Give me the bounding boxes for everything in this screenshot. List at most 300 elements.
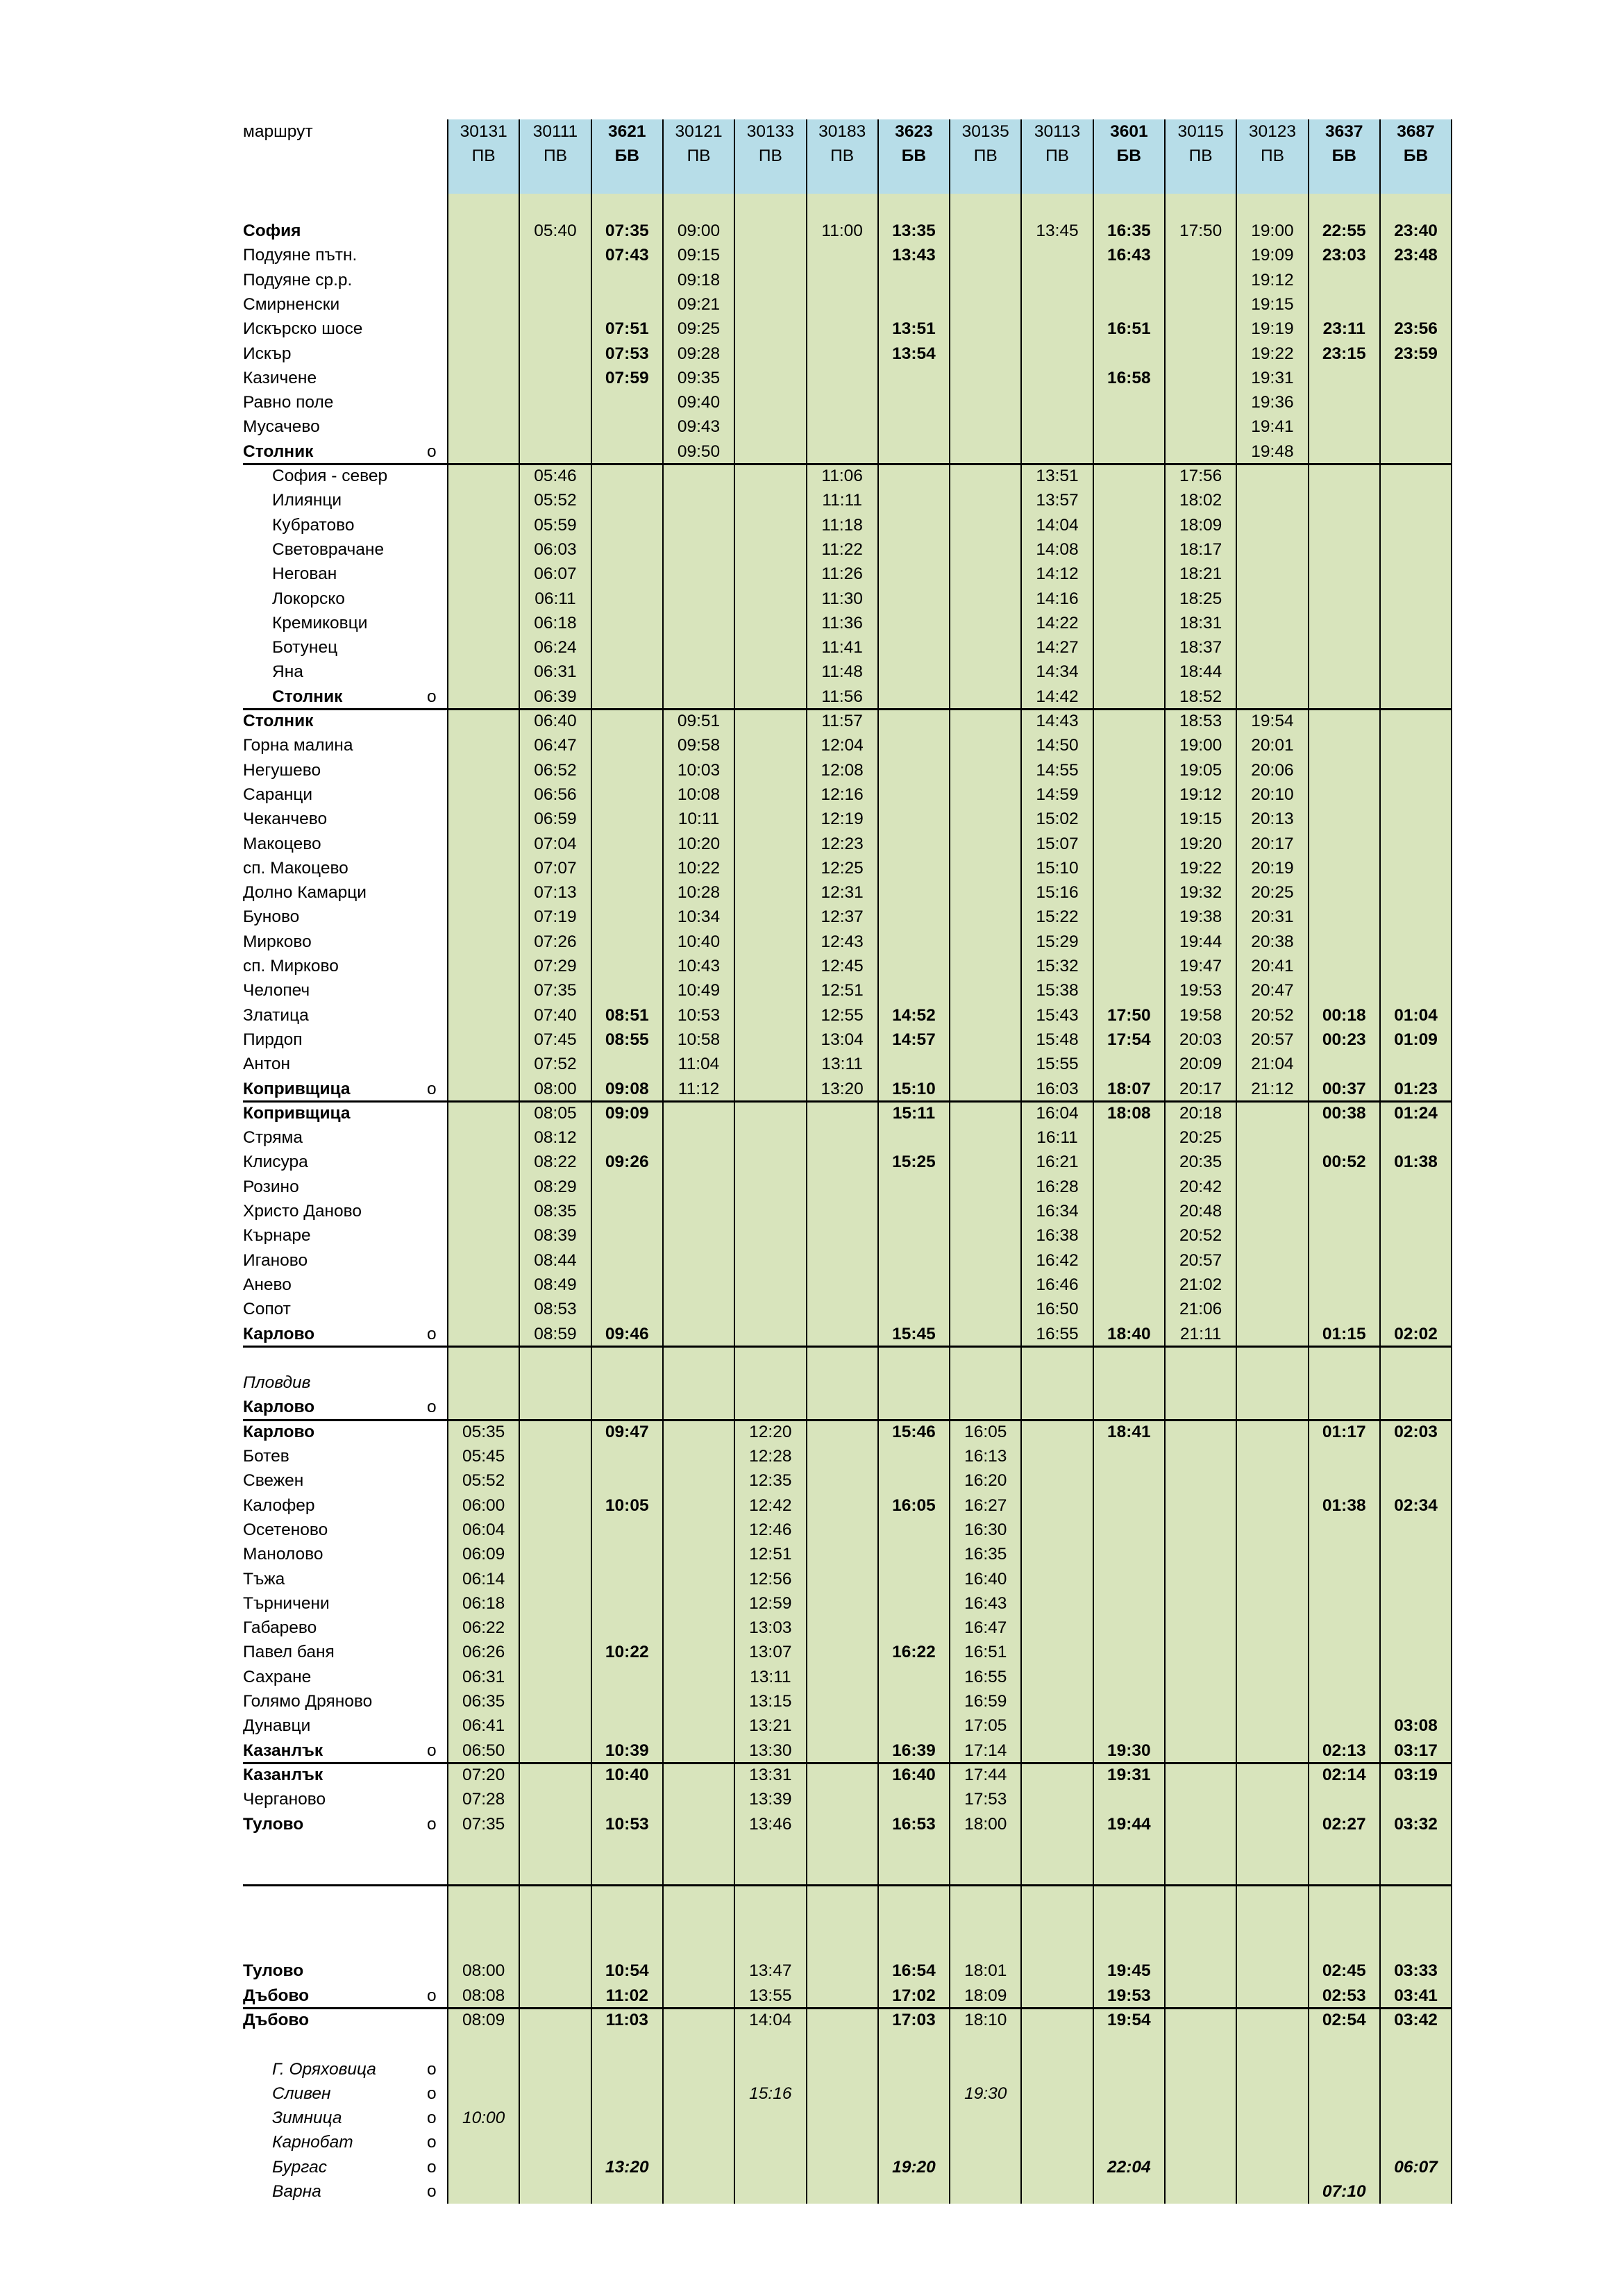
time-cell: 09:46 xyxy=(605,1324,649,1343)
time-cell: 23:56 xyxy=(1394,319,1438,339)
time-cell: 20:25 xyxy=(1179,1128,1222,1148)
time-cell: 16:27 xyxy=(964,1495,1007,1515)
train-type: ПВ xyxy=(1260,146,1284,166)
station-name: Искър xyxy=(243,344,292,363)
time-cell: 08:00 xyxy=(462,1961,505,1981)
station-name: Подуяне ср.р. xyxy=(243,270,353,290)
time-cell: 03:08 xyxy=(1394,1716,1438,1736)
time-cell: 10:43 xyxy=(677,957,721,975)
station-name: Тулово xyxy=(243,1961,304,1981)
time-cell: 01:09 xyxy=(1394,1030,1438,1049)
train-type: ПВ xyxy=(1188,146,1213,166)
time-cell: 19:12 xyxy=(1179,785,1222,804)
time-cell: 17:44 xyxy=(964,1765,1007,1784)
time-cell: 06:18 xyxy=(534,613,577,632)
time-cell: 19:30 xyxy=(1107,1741,1151,1760)
time-cell: 12:43 xyxy=(821,932,864,951)
time-cell: 03:17 xyxy=(1394,1741,1438,1760)
time-cell: 05:59 xyxy=(534,515,577,535)
time-cell: 07:35 xyxy=(605,221,649,240)
station-name: Столник xyxy=(243,442,314,461)
time-cell: 02:13 xyxy=(1322,1741,1366,1760)
station-name: Мусачево xyxy=(243,417,320,437)
train-type: ПВ xyxy=(687,146,711,166)
time-cell: 13:47 xyxy=(749,1961,792,1981)
train-column-bg xyxy=(448,194,519,2204)
time-cell: 01:38 xyxy=(1322,1495,1366,1515)
station-name: Търничени xyxy=(243,1593,330,1613)
time-cell: 13:51 xyxy=(1036,467,1079,485)
station-name: Клисура xyxy=(243,1153,308,1172)
time-cell: 13:54 xyxy=(892,344,936,363)
time-cell: 07:52 xyxy=(534,1055,577,1074)
time-cell: 08:12 xyxy=(534,1128,577,1148)
time-cell: 06:35 xyxy=(462,1692,505,1711)
time-cell: 19:44 xyxy=(1107,1814,1151,1834)
time-cell: 12:08 xyxy=(821,760,864,780)
train-number: 30133 xyxy=(746,122,794,141)
time-cell: 02:02 xyxy=(1394,1324,1438,1343)
time-cell: 12:51 xyxy=(749,1545,792,1564)
section-rule xyxy=(243,1346,1452,1348)
time-cell: 08:49 xyxy=(534,1275,577,1294)
station-name: Чеканчево xyxy=(243,810,328,829)
time-cell: 19:15 xyxy=(1251,294,1294,314)
time-cell: 05:46 xyxy=(534,467,577,485)
time-cell: 16:50 xyxy=(1036,1300,1079,1319)
time-cell: 15:16 xyxy=(749,2084,792,2103)
time-cell: 11:41 xyxy=(821,638,863,657)
terminus-marker: о xyxy=(427,2182,437,2201)
time-cell: 12:28 xyxy=(749,1447,792,1466)
station-name: Копривщица xyxy=(243,1079,351,1098)
time-cell: 15:32 xyxy=(1036,957,1079,975)
time-cell: 12:16 xyxy=(821,785,864,804)
time-cell: 20:47 xyxy=(1251,981,1294,1000)
time-cell: 11:56 xyxy=(821,687,863,706)
time-cell: 11:36 xyxy=(821,613,863,632)
time-cell: 07:07 xyxy=(534,858,577,878)
station-name: Зимница xyxy=(272,2109,342,2128)
time-cell: 20:06 xyxy=(1251,760,1294,780)
time-cell: 01:38 xyxy=(1394,1153,1438,1172)
time-cell: 12:19 xyxy=(821,810,864,829)
time-cell: 03:33 xyxy=(1394,1961,1438,1981)
time-cell: 15:38 xyxy=(1036,981,1079,1000)
time-cell: 12:35 xyxy=(749,1471,792,1491)
station-name: Локорско xyxy=(272,589,345,608)
time-cell: 07:35 xyxy=(462,1814,505,1834)
train-type: БВ xyxy=(1116,146,1141,166)
time-cell: 05:52 xyxy=(462,1471,505,1491)
time-cell: 09:26 xyxy=(605,1153,649,1172)
station-name: Горна малина xyxy=(243,736,353,755)
time-cell: 15:55 xyxy=(1036,1055,1079,1074)
time-cell: 09:25 xyxy=(677,319,721,339)
time-cell: 15:46 xyxy=(892,1422,936,1441)
time-cell: 16:40 xyxy=(964,1569,1007,1589)
time-cell: 11:06 xyxy=(821,467,863,485)
time-cell: 16:11 xyxy=(1036,1128,1078,1148)
time-cell: 11:04 xyxy=(678,1055,720,1074)
time-cell: 16:55 xyxy=(1036,1324,1079,1343)
time-cell: 20:10 xyxy=(1251,785,1294,804)
train-number: 3621 xyxy=(607,122,646,141)
time-cell: 20:35 xyxy=(1179,1153,1222,1172)
time-cell: 14:08 xyxy=(1036,539,1079,559)
station-name: Павел баня xyxy=(243,1643,335,1662)
train-number: 3601 xyxy=(1110,122,1148,141)
time-cell: 13:31 xyxy=(749,1765,792,1784)
column-divider xyxy=(806,119,807,2204)
time-cell: 09:15 xyxy=(677,246,721,265)
station-name: Кремиковци xyxy=(272,613,368,632)
time-cell: 08:35 xyxy=(534,1202,577,1221)
time-cell: 13:04 xyxy=(821,1030,864,1049)
time-cell: 16:43 xyxy=(1107,246,1151,265)
time-cell: 06:03 xyxy=(534,539,577,559)
station-name: Калофер xyxy=(243,1495,315,1515)
time-cell: 08:29 xyxy=(534,1177,577,1196)
time-cell: 19:31 xyxy=(1107,1765,1151,1784)
time-cell: 12:20 xyxy=(749,1422,792,1441)
time-cell: 16:20 xyxy=(964,1471,1007,1491)
time-cell: 03:32 xyxy=(1394,1814,1438,1834)
time-cell: 19:36 xyxy=(1251,393,1294,412)
time-cell: 21:11 xyxy=(1179,1324,1222,1343)
time-cell: 12:59 xyxy=(749,1593,792,1613)
terminus-marker: о xyxy=(427,687,437,706)
terminus-marker: о xyxy=(427,1986,437,2005)
time-cell: 07:59 xyxy=(605,368,649,387)
time-cell: 20:13 xyxy=(1251,810,1294,829)
time-cell: 12:51 xyxy=(821,981,864,1000)
time-cell: 20:25 xyxy=(1251,883,1294,903)
terminus-marker: о xyxy=(427,1814,437,1834)
time-cell: 06:40 xyxy=(534,712,577,730)
time-cell: 16:59 xyxy=(964,1692,1007,1711)
time-cell: 23:40 xyxy=(1394,221,1438,240)
time-cell: 09:28 xyxy=(677,344,721,363)
station-name: Челопеч xyxy=(243,981,310,1000)
time-cell: 13:57 xyxy=(1036,491,1079,510)
time-cell: 14:34 xyxy=(1036,662,1079,682)
time-cell: 08:55 xyxy=(605,1030,649,1049)
time-cell: 14:50 xyxy=(1036,736,1079,755)
time-cell: 19:19 xyxy=(1251,319,1294,339)
time-cell: 17:50 xyxy=(1107,1005,1151,1025)
time-cell: 07:13 xyxy=(534,883,577,903)
time-cell: 19:09 xyxy=(1251,246,1294,265)
time-cell: 19:48 xyxy=(1251,442,1294,461)
train-type: ПВ xyxy=(830,146,855,166)
time-cell: 20:01 xyxy=(1251,736,1294,755)
train-type: ПВ xyxy=(471,146,496,166)
terminus-marker: о xyxy=(427,1079,437,1098)
station-name: Свежен xyxy=(243,1471,304,1491)
time-cell: 16:51 xyxy=(964,1643,1007,1662)
terminus-marker: о xyxy=(427,2133,437,2152)
station-name: Илиянци xyxy=(272,491,342,510)
terminus-marker: о xyxy=(427,1741,437,1760)
time-cell: 15:22 xyxy=(1036,907,1079,927)
station-name: Кубратово xyxy=(272,515,355,535)
train-number: 30121 xyxy=(675,122,723,141)
time-cell: 15:43 xyxy=(1036,1005,1079,1025)
time-cell: 07:51 xyxy=(605,319,649,339)
terminus-marker: о xyxy=(427,2084,437,2103)
station-name: Казичене xyxy=(243,368,317,387)
train-column-bg xyxy=(878,194,950,2204)
time-cell: 22:55 xyxy=(1322,221,1366,240)
time-cell: 19:32 xyxy=(1179,883,1222,903)
time-cell: 19:53 xyxy=(1179,981,1222,1000)
time-cell: 18:09 xyxy=(1179,515,1222,535)
train-type: ПВ xyxy=(1045,146,1070,166)
time-cell: 11:12 xyxy=(678,1079,720,1098)
time-cell: 16:04 xyxy=(1036,1103,1079,1123)
time-cell: 09:18 xyxy=(677,270,721,290)
time-cell: 00:37 xyxy=(1322,1079,1366,1098)
time-cell: 11:11 xyxy=(822,491,862,510)
station-name: Пловдив xyxy=(243,1373,311,1393)
station-name: Сливен xyxy=(272,2084,331,2103)
time-cell: 02:34 xyxy=(1394,1495,1438,1515)
time-cell: 05:40 xyxy=(534,221,577,240)
time-cell: 09:09 xyxy=(605,1103,649,1123)
time-cell: 11:30 xyxy=(821,589,863,608)
station-name: Пирдоп xyxy=(243,1030,303,1049)
train-number: 30131 xyxy=(460,122,507,141)
time-cell: 15:02 xyxy=(1036,810,1079,829)
time-cell: 06:47 xyxy=(534,736,577,755)
time-cell: 06:07 xyxy=(1394,2157,1438,2177)
time-cell: 18:01 xyxy=(964,1961,1007,1981)
station-name: сп. Макоцево xyxy=(243,858,348,878)
terminus-marker: о xyxy=(427,1324,437,1343)
time-cell: 13:07 xyxy=(749,1643,792,1662)
time-cell: 18:25 xyxy=(1179,589,1222,608)
time-cell: 13:46 xyxy=(749,1814,792,1834)
time-cell: 09:58 xyxy=(677,736,721,755)
time-cell: 14:52 xyxy=(892,1005,936,1025)
time-cell: 12:42 xyxy=(749,1495,792,1515)
train-column-bg xyxy=(663,194,734,2204)
time-cell: 12:23 xyxy=(821,834,864,853)
train-number: 30183 xyxy=(818,122,866,141)
time-cell: 10:03 xyxy=(677,760,721,780)
time-cell: 12:55 xyxy=(821,1005,864,1025)
time-cell: 18:17 xyxy=(1179,539,1222,559)
time-cell: 15:07 xyxy=(1036,834,1079,853)
time-cell: 11:03 xyxy=(605,2010,648,2029)
time-cell: 17:05 xyxy=(964,1716,1007,1736)
time-cell: 12:31 xyxy=(821,883,864,903)
time-cell: 06:18 xyxy=(462,1593,505,1613)
time-cell: 09:00 xyxy=(677,221,721,240)
time-cell: 07:35 xyxy=(534,981,577,1000)
time-cell: 06:26 xyxy=(462,1643,505,1662)
time-cell: 17:54 xyxy=(1107,1030,1151,1049)
time-cell: 15:11 xyxy=(892,1103,936,1123)
station-name: Мирково xyxy=(243,932,312,951)
time-cell: 21:04 xyxy=(1251,1055,1294,1074)
time-cell: 10:40 xyxy=(605,1765,649,1784)
time-cell: 16:28 xyxy=(1036,1177,1079,1196)
time-cell: 18:08 xyxy=(1107,1103,1151,1123)
time-cell: 00:38 xyxy=(1322,1103,1366,1123)
time-cell: 19:54 xyxy=(1251,712,1294,730)
train-column-bg xyxy=(591,194,663,2204)
time-cell: 22:04 xyxy=(1107,2157,1151,2177)
time-cell: 20:18 xyxy=(1179,1103,1222,1123)
time-cell: 05:52 xyxy=(534,491,577,510)
time-cell: 16:42 xyxy=(1036,1250,1079,1270)
time-cell: 06:41 xyxy=(462,1716,505,1736)
time-cell: 16:54 xyxy=(892,1961,936,1981)
station-name: Тъжа xyxy=(243,1569,285,1589)
time-cell: 17:50 xyxy=(1179,221,1222,240)
time-cell: 10:22 xyxy=(605,1643,649,1662)
time-cell: 19:38 xyxy=(1179,907,1222,927)
time-cell: 02:54 xyxy=(1322,2010,1366,2029)
station-name: Карлово xyxy=(243,1324,315,1343)
station-name: Подуяне пътн. xyxy=(243,246,358,265)
train-column-bg xyxy=(1309,194,1380,2204)
train-number: 3687 xyxy=(1397,122,1435,141)
station-name: София - север xyxy=(272,467,388,485)
station-name: Копривщица xyxy=(243,1103,351,1123)
time-cell: 11:18 xyxy=(821,515,863,535)
time-cell: 01:04 xyxy=(1394,1005,1438,1025)
time-cell: 18:07 xyxy=(1107,1079,1151,1098)
terminus-marker: о xyxy=(427,2059,437,2079)
time-cell: 07:26 xyxy=(534,932,577,951)
time-cell: 08:08 xyxy=(462,1986,505,2005)
time-cell: 11:26 xyxy=(821,564,863,584)
time-cell: 10:11 xyxy=(678,810,720,829)
time-cell: 06:14 xyxy=(462,1569,505,1589)
time-cell: 16:30 xyxy=(964,1520,1007,1539)
time-cell: 19:22 xyxy=(1179,858,1222,878)
station-name: Ботунец xyxy=(272,638,338,657)
column-divider xyxy=(447,119,448,2204)
time-cell: 21:06 xyxy=(1179,1300,1222,1319)
time-cell: 06:31 xyxy=(462,1667,505,1686)
station-name: Негушево xyxy=(243,760,321,780)
time-cell: 15:48 xyxy=(1036,1030,1079,1049)
station-name: Столник xyxy=(272,687,343,706)
time-cell: 16:46 xyxy=(1036,1275,1079,1294)
time-cell: 06:31 xyxy=(534,662,577,682)
time-cell: 13:11 xyxy=(821,1055,863,1074)
time-cell: 16:35 xyxy=(1107,221,1151,240)
time-cell: 16:38 xyxy=(1036,1226,1079,1246)
time-cell: 09:50 xyxy=(677,442,721,461)
time-cell: 11:48 xyxy=(821,662,863,682)
station-name: Христо Даново xyxy=(243,1202,362,1221)
time-cell: 10:40 xyxy=(677,932,721,951)
time-cell: 10:22 xyxy=(677,858,721,878)
time-cell: 10:39 xyxy=(605,1741,649,1760)
station-name: Казанлък xyxy=(243,1741,323,1760)
time-cell: 10:20 xyxy=(677,834,721,853)
time-cell: 16:53 xyxy=(892,1814,936,1834)
time-cell: 02:03 xyxy=(1394,1422,1438,1441)
time-cell: 08:00 xyxy=(534,1079,577,1098)
route-label: маршрут xyxy=(243,122,313,141)
train-number: 30135 xyxy=(961,122,1009,141)
station-name: Искърско шосе xyxy=(243,319,363,339)
time-cell: 16:51 xyxy=(1107,319,1151,339)
time-cell: 14:59 xyxy=(1036,785,1079,804)
time-cell: 11:57 xyxy=(821,712,863,730)
time-cell: 10:08 xyxy=(677,785,721,804)
time-cell: 06:09 xyxy=(462,1545,505,1564)
time-cell: 15:16 xyxy=(1036,883,1079,903)
train-column-bg xyxy=(734,194,806,2204)
time-cell: 14:12 xyxy=(1036,564,1079,584)
station-name: Стряма xyxy=(243,1128,303,1148)
train-type: ПВ xyxy=(543,146,567,166)
time-cell: 13:20 xyxy=(821,1079,864,1098)
station-name: Дъбово xyxy=(243,1986,310,2005)
station-name: Смирненски xyxy=(243,294,340,314)
time-cell: 10:54 xyxy=(605,1961,649,1981)
time-cell: 23:11 xyxy=(1322,319,1365,339)
station-name: Макоцево xyxy=(243,834,321,853)
time-cell: 14:04 xyxy=(749,2010,792,2029)
time-cell: 14:27 xyxy=(1036,638,1079,657)
station-name: Буново xyxy=(243,907,300,927)
time-cell: 21:12 xyxy=(1251,1079,1294,1098)
station-name: Варна xyxy=(272,2182,321,2201)
time-cell: 14:16 xyxy=(1036,589,1079,608)
time-cell: 09:47 xyxy=(605,1422,649,1441)
terminus-marker: о xyxy=(427,2109,437,2128)
time-cell: 19:00 xyxy=(1251,221,1294,240)
time-cell: 23:15 xyxy=(1322,344,1366,363)
time-cell: 07:40 xyxy=(534,1005,577,1025)
time-cell: 14:55 xyxy=(1036,760,1079,780)
time-cell: 08:44 xyxy=(534,1250,577,1270)
time-cell: 17:53 xyxy=(964,1790,1007,1809)
time-cell: 10:05 xyxy=(605,1495,649,1515)
station-name: Черганово xyxy=(243,1790,326,1809)
time-cell: 16:22 xyxy=(892,1643,936,1662)
time-cell: 08:09 xyxy=(462,2010,505,2029)
time-cell: 07:04 xyxy=(534,834,577,853)
time-cell: 10:00 xyxy=(462,2109,505,2128)
time-cell: 15:45 xyxy=(892,1324,936,1343)
time-cell: 05:35 xyxy=(462,1422,505,1441)
station-name: Дъбово xyxy=(243,2010,310,2029)
time-cell: 19:45 xyxy=(1107,1961,1151,1981)
time-cell: 18:09 xyxy=(964,1986,1007,2005)
station-name: Антон xyxy=(243,1055,290,1074)
station-name: Карнобат xyxy=(272,2133,353,2152)
time-cell: 02:53 xyxy=(1322,1986,1366,2005)
time-cell: 18:53 xyxy=(1179,712,1222,730)
time-cell: 07:53 xyxy=(605,344,649,363)
time-cell: 10:58 xyxy=(677,1030,721,1049)
time-cell: 01:24 xyxy=(1394,1103,1438,1123)
time-cell: 20:19 xyxy=(1251,858,1294,878)
time-cell: 14:04 xyxy=(1036,515,1079,535)
station-name: Саранци xyxy=(243,785,313,804)
train-type: ПВ xyxy=(758,146,782,166)
time-cell: 12:56 xyxy=(749,1569,792,1589)
